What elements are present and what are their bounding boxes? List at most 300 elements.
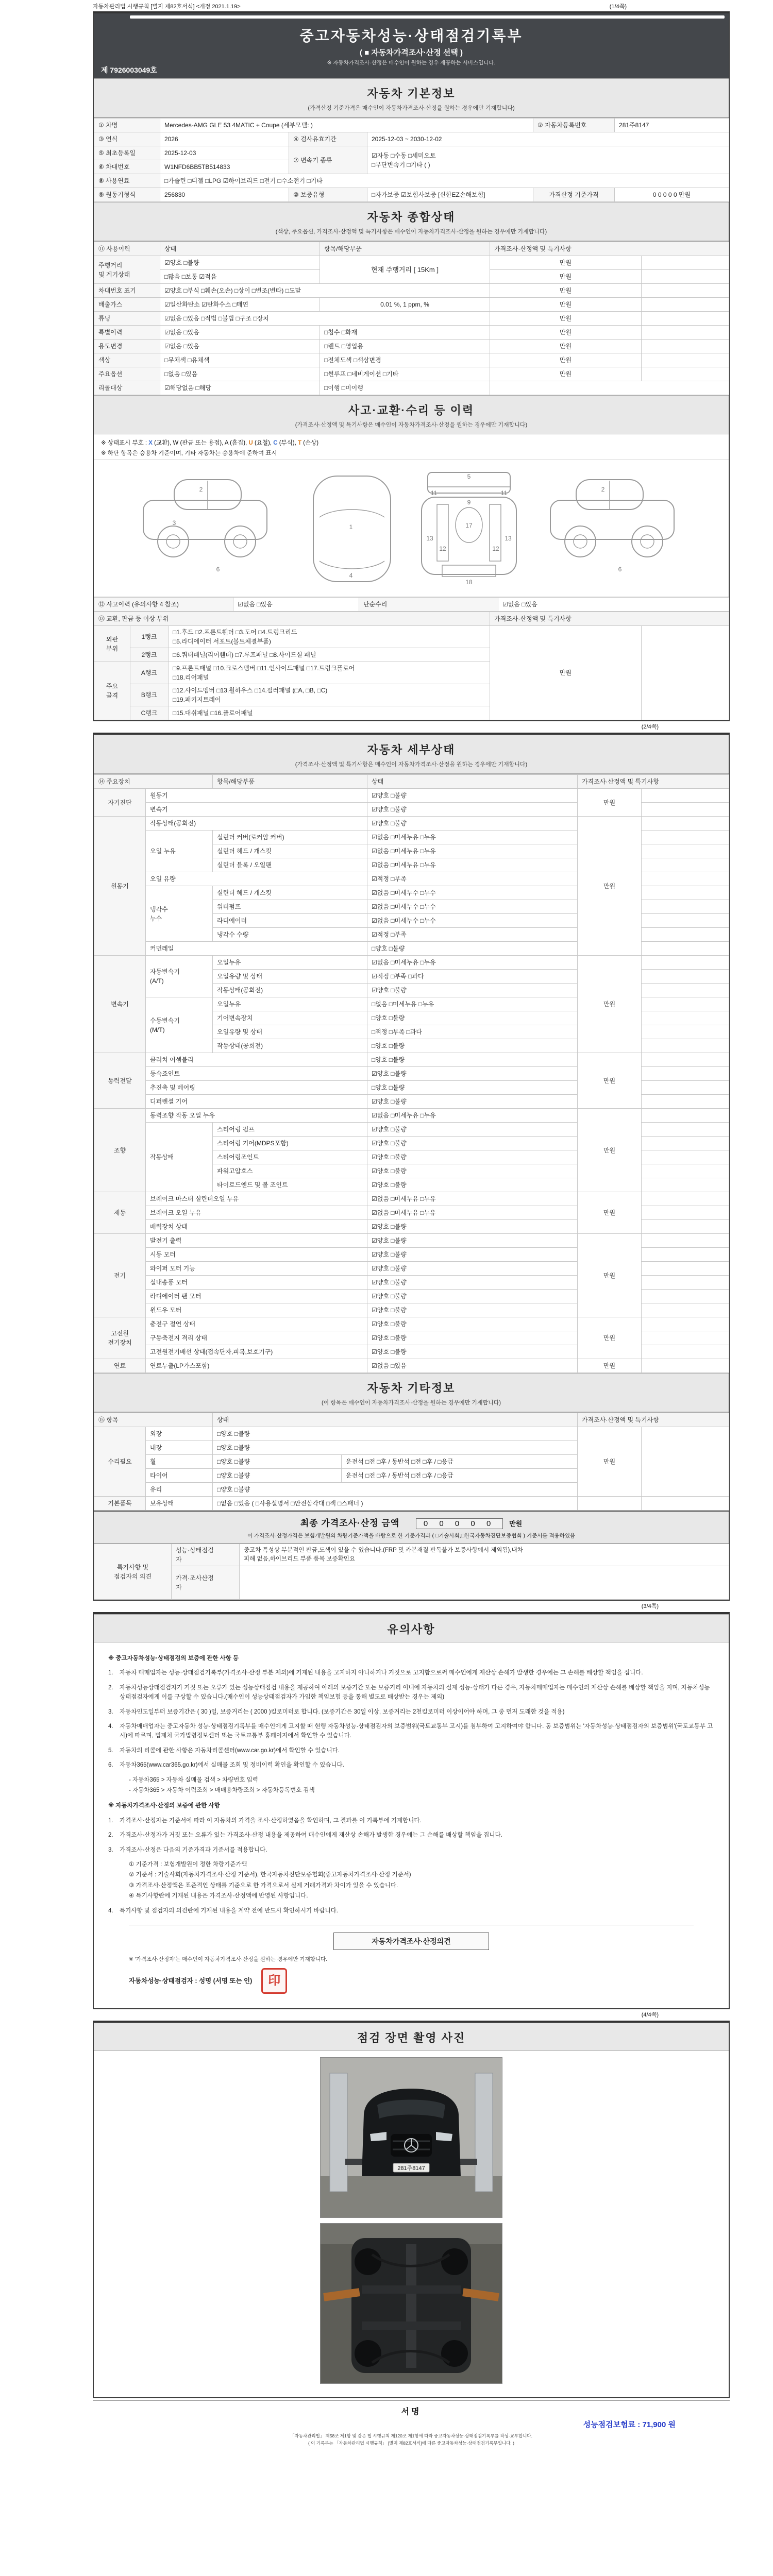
table-cell: 제동: [94, 1192, 146, 1234]
table-cell: 자동변속기 (A/T): [146, 956, 213, 997]
table-cell: [642, 1164, 729, 1178]
table-cell: 스티어링 펌프: [213, 1123, 367, 1137]
data-table: [94, 774, 729, 1373]
section-overall-note: (색상, 주요옵션, 가격조사·산정액 및 특기사항은 매수인이 자동차가격조사·산정을 원하는 경우에만 기재합니다): [275, 229, 547, 235]
table-cell: ☑적정 □부족: [367, 928, 578, 942]
table-cell: 0.01 %, 1 ppm, %: [320, 298, 490, 312]
section-photos-header: [94, 2023, 729, 2051]
table-cell: ① 차명: [94, 118, 160, 132]
table-cell: 배출가스: [94, 298, 160, 312]
table-cell: ☑적정 □부족: [367, 872, 578, 886]
table-cell: 보유상태: [146, 1497, 213, 1511]
table-cell: 중고차 특성상 부분적인 판금,도색이 있을 수 있습니다.(FRP 및 카본재질 판독불가 보증사항에서 제외됨),내차 피해 없음,하이브리드 부품 품목 보증확인요: [240, 1544, 729, 1566]
table-cell: □6.쿼터패널(리어휀더) □7.루프패널 □8.사이드실 패널: [169, 648, 490, 662]
table-cell: [642, 789, 729, 803]
table-cell: ☑양호 □불량: [367, 1123, 578, 1137]
notice-list-1: [108, 1668, 714, 1795]
table-cell: [642, 1234, 729, 1248]
table-cell: 상태: [160, 242, 320, 256]
table-cell: □양호 □불량: [213, 1455, 342, 1469]
notice-item: 1. 가격조사·산정자는 기준서에 따라 이 자동차의 가격을 조사·산정하였음을 확인하며, 그 결과를 이 기록부에 기재합니다.: [108, 1816, 714, 1825]
data-table: [94, 597, 729, 612]
table-cell: 운전석 □전 □후 / 동반석 □전 □후 / □응급: [342, 1469, 578, 1483]
table-cell: [642, 1290, 729, 1303]
table-cell: [642, 817, 729, 831]
table-cell: 특별이력: [94, 326, 160, 340]
table-cell: ⑭ 주요장치: [94, 775, 213, 789]
document-subtitle: ( ■ 자동차가격조사·산정 선택 ): [359, 48, 463, 57]
notice-item-number: 4.: [108, 1723, 113, 1730]
table-cell: 만원: [578, 1317, 642, 1359]
table-cell: 만원: [578, 1234, 642, 1317]
section-detail-note: (가격조사·산정액 및 특기사항은 매수인이 자동차가격조사·산정을 원하는 경우에만 기재합니다): [295, 761, 528, 768]
overall-state-table: [94, 241, 729, 395]
table-cell: [642, 1359, 729, 1373]
legend-code: U: [248, 440, 253, 446]
table-cell: 스티어링 기어(MDPS포함): [213, 1137, 367, 1150]
table-cell: ☑양호 □부식 □훼손(오손) □상이 □변조(변타) □도말: [160, 284, 490, 298]
table-cell: 기어변속장치: [213, 1011, 367, 1025]
table-cell: □양호 □불량: [367, 1039, 578, 1053]
document-header: [94, 13, 729, 78]
fine-print-line-1: 「자동차관리법」 제58조 제1항 및 같은 법 시행규칙 제120조 제1항에 따라 중고자동차성능·상태점검기록부를 작성·교부합니다.: [290, 2433, 532, 2439]
notice-item-number: 3.: [108, 1846, 113, 1853]
table-cell: 와이퍼 모터 기능: [146, 1262, 367, 1276]
table-cell: [642, 1303, 729, 1317]
table-cell: [642, 872, 729, 886]
diagram-number: 11: [500, 489, 508, 497]
table-cell: □전체도색 □색상변경: [320, 353, 490, 367]
data-table: [94, 1544, 729, 1600]
table-cell: [642, 353, 729, 367]
table-cell: ☑없음 □있음: [160, 326, 320, 340]
final-price-band: [94, 1511, 729, 1544]
table-cell: 만원: [490, 340, 642, 353]
table-cell: ☑없음 □미세누유 □누유: [367, 844, 578, 858]
table-cell: 실린더 헤드 / 개스킷: [213, 886, 367, 900]
table-cell: 용도변경: [94, 340, 160, 353]
table-cell: 256830: [160, 188, 289, 202]
table-cell: 만원: [490, 256, 642, 270]
section-etc-note: (이 항목은 매수인이 자동차가격조사·산정을 원하는 경우에만 기재합니다): [321, 1400, 501, 1406]
table-cell: [642, 1150, 729, 1164]
table-cell: 만원: [490, 298, 642, 312]
section-photos-title: 점검 장면 촬영 사진: [357, 2031, 466, 2045]
legend-code: X: [148, 440, 153, 446]
page-marker-4: (4/4쪽): [641, 2012, 659, 2019]
notice-item-number: 5.: [108, 1747, 113, 1754]
table-cell: W1NFD6BB5TB514833: [160, 160, 289, 174]
table-cell: [642, 970, 729, 984]
confirm-sign-line: 자동차성능·상태점검자 : 성명 (서명 또는 인): [129, 1977, 253, 1985]
inspection-photo-underbody: [320, 2223, 502, 2384]
table-cell: □썬루프 □네비게이션 □기타: [320, 367, 490, 381]
table-cell: 만원: [578, 789, 642, 817]
section-accident-header: [94, 395, 729, 434]
car-side-right-view: [550, 480, 674, 557]
table-cell: 라디에이터: [213, 914, 367, 928]
table-cell: 원동기: [94, 817, 146, 956]
table-cell: 고전원 전기장치: [94, 1317, 146, 1359]
table-cell: [642, 1109, 729, 1123]
table-cell: ☑양호 □불량: [367, 1095, 578, 1109]
table-cell: ☑양호 □불량: [367, 1220, 578, 1234]
notice-item-number: 2.: [108, 1832, 113, 1839]
diagram-number: 2: [601, 486, 605, 494]
table-cell: 윈도우 모터: [146, 1303, 367, 1317]
table-cell: 1랭크: [130, 626, 169, 648]
final-price-note: 이 가격조사·산정가격은 보험개발원의 차량기준가액을 바탕으로 한 기준가격과 ( □기술사회,□한국자동차진단보증협회 ) 기준서를 적용하였음: [247, 1533, 576, 1539]
table-cell: [240, 1566, 729, 1600]
table-cell: □무채색 □유채색: [160, 353, 320, 367]
table-cell: [642, 886, 729, 900]
table-cell: 디퍼렌셜 기어: [146, 1095, 367, 1109]
table-cell: [642, 1137, 729, 1150]
confirm-sign-row: [129, 1968, 694, 1994]
table-cell: 2025-12-03 ~ 2030-12-02: [367, 132, 729, 146]
table-cell: 휠: [146, 1455, 213, 1469]
table-cell: □15.대쉬패널 □16.플로어패널: [169, 706, 490, 720]
table-cell: [642, 1497, 729, 1511]
table-cell: [642, 1427, 729, 1497]
section-basic-note: (가격산정 기준가격은 매수인이 자동차가격조사·산정을 원하는 경우에만 기재합니다): [308, 105, 515, 111]
table-cell: [642, 256, 729, 270]
table-cell: 연료누출(LP가스포함): [146, 1359, 367, 1373]
table-cell: [642, 831, 729, 844]
table-cell: 만원: [578, 1192, 642, 1234]
notice-item-number: 1.: [108, 1817, 113, 1824]
table-cell: □양호 □불량: [367, 942, 578, 956]
table-cell: 원동기: [146, 789, 367, 803]
table-cell: [578, 1497, 642, 1511]
table-cell: 2랭크: [130, 648, 169, 662]
table-cell: ☑없음 □있음: [367, 1359, 578, 1373]
etc-info-table: [94, 1412, 729, 1511]
report-box-1: [93, 11, 730, 721]
table-cell: ☑양호 □불량: [367, 1164, 578, 1178]
table-cell: 클러치 어셈블리: [146, 1053, 367, 1067]
table-cell: 조향: [94, 1109, 146, 1192]
table-cell: [642, 1220, 729, 1234]
data-table: [94, 1413, 729, 1511]
table-cell: [642, 803, 729, 817]
data-table: [94, 612, 729, 720]
diagram-number: 1: [349, 523, 353, 531]
detail-state-table: [94, 774, 729, 1373]
panel-rank-table: [94, 612, 729, 720]
table-cell: 외장: [146, 1427, 213, 1441]
table-cell: 오일누유: [213, 997, 367, 1011]
table-cell: 커먼레일: [146, 942, 367, 956]
table-cell: 만원: [490, 312, 642, 326]
table-cell: ☑없음 □미세누수 □누수: [367, 900, 578, 914]
table-cell: 가격조사·산정액 및 특기사항: [578, 1413, 729, 1427]
car-diagram-svg: [112, 463, 710, 592]
diagram-number: 9: [467, 499, 471, 506]
table-cell: ☑없음 □미세누수 □누수: [367, 886, 578, 900]
notice-item: 6. 자동차365(www.car365.go.kr)에서 실매물 조회 및 정비이력 확인을 확인할 수 있습니다.: [108, 1760, 714, 1770]
table-cell: 운전석 □전 □후 / 동반석 □전 □후 / □응급: [342, 1455, 578, 1469]
table-cell: ☑없음 □있음: [498, 598, 729, 612]
table-cell: 0 0 0 0 0 만원: [615, 188, 729, 202]
table-cell: 리콜대상: [94, 381, 160, 395]
section-overall-header: [94, 202, 729, 241]
table-cell: ⑮ 항목: [94, 1413, 213, 1427]
notice-sub-item: ② 기준서 : 기술사회(자동차가격조사·산정 기준서), 한국자동차진단보증협회(중고자동차가격조사·산정 기준서): [129, 1872, 411, 1878]
table-cell: 오일누유: [213, 956, 367, 970]
table-cell: 타이어: [146, 1469, 213, 1483]
table-cell: 항목/해당부품: [213, 775, 367, 789]
table-cell: □이행 □미이행: [320, 381, 490, 395]
table-cell: 현재 주행거리 [ 15Km ]: [320, 256, 490, 284]
table-cell: [642, 1123, 729, 1137]
table-cell: □자가보증 ☑보험사보증 [신한EZ손해보험]: [367, 188, 533, 202]
table-cell: □12.사이드멤버 □13.휠하우스 □14.필러패널 (□A, □B, □C) □19.패키지트레이: [169, 684, 490, 706]
table-cell: [642, 1248, 729, 1262]
table-cell: ☑양호 □불량: [367, 1150, 578, 1164]
table-cell: 만원: [578, 817, 642, 956]
section-notice-title: 유의사항: [387, 1623, 435, 1636]
section-etc-header: [94, 1373, 729, 1412]
table-cell: [642, 1262, 729, 1276]
notice-item: 3. 가격조사·산정은 다음의 기준가격과 기준서를 적용합니다.: [108, 1845, 714, 1855]
legend-code: C: [273, 440, 278, 446]
table-cell: [642, 1206, 729, 1220]
inspector-seal: 印: [261, 1968, 287, 1994]
confirm-block: [129, 1925, 694, 1994]
table-cell: 오일유량 및 상태: [213, 970, 367, 984]
table-cell: ☑해당없음 □해당: [160, 381, 320, 395]
table-cell: 등속죠인트: [146, 1067, 367, 1081]
diagram-number: 4: [349, 572, 353, 580]
table-cell: 외판 부위: [94, 626, 130, 662]
table-cell: 만원: [490, 284, 642, 298]
table-cell: [642, 1192, 729, 1206]
accident-history-row: [94, 597, 729, 612]
table-cell: □없음 □있음: [160, 367, 320, 381]
document-title: 중고자동차성능·상태점검기록부: [299, 28, 523, 44]
car-side-left-view: [143, 480, 267, 557]
notice-sub-item: - 자동차365 > 자동차 이력조회 > 매매용차량조회 > 자동차등록번호 검색: [129, 1787, 315, 1793]
table-cell: 타이로드엔드 및 볼 조인트: [213, 1178, 367, 1192]
table-cell: 배력장치 상태: [146, 1220, 367, 1234]
table-cell: 가격조사·산정액 및 특기사항: [490, 612, 729, 626]
table-cell: ☑양호 □불량: [367, 789, 578, 803]
section-overall-title: 자동차 종합상태: [367, 211, 456, 224]
table-cell: 상태: [213, 1413, 578, 1427]
document-note: ※ 자동차가격조사·산정은 매수인이 원하는 경우 제공하는 서비스입니다.: [327, 60, 496, 66]
notice-item: 4. 자동차매매업자는 중고자동차 성능·상태점검기록부를 매수인에게 고지할 때 현행 자동차성능·상태점검자의 보증범위(국토교통부 고시)를 첨부하여 고지하여야 합니다. 동 보증범위는 '자동차성능·상태점검자의 보증범위'(국토교통부 고시)에 따르며, 법제처 국가법령정보센터 또는 국토교통부 홈페이지에서 확인할 수 있습니다.: [108, 1722, 714, 1741]
table-cell: 스티어링조인트: [213, 1150, 367, 1164]
table-cell: ☑없음 □미세누유 □누유: [367, 1206, 578, 1220]
opinion-table: [94, 1544, 729, 1600]
confirm-box-title: 자동차가격조사·산정의견: [333, 1933, 489, 1950]
table-cell: 수동변속기 (M/T): [146, 997, 213, 1053]
table-cell: ⑫ 사고이력 (유의사항 4 참조): [94, 598, 233, 612]
notice-item: 4. 특기사항 및 점검자의 의견란에 기재된 내용을 계약 전에 반드시 확인하시기 바랍니다.: [108, 1906, 714, 1916]
notice-sub-item: - 자동차365 > 자동차 실매물 검색 > 차량번호 입력: [129, 1776, 258, 1783]
table-cell: 오일 누유: [146, 831, 213, 872]
table-cell: ☑양호 □불량: [367, 1067, 578, 1081]
table-cell: ☑양호 □불량: [367, 1234, 578, 1248]
table-cell: [642, 1039, 729, 1053]
notice-item-number: 2.: [108, 1684, 113, 1691]
table-cell: 동력전달: [94, 1053, 146, 1109]
table-cell: 워터펌프: [213, 900, 367, 914]
table-cell: 만원: [578, 1359, 642, 1373]
table-cell: 만원: [578, 956, 642, 1053]
table-cell: [490, 381, 729, 395]
table-cell: 만원: [490, 626, 642, 720]
table-cell: A랭크: [130, 662, 169, 684]
table-cell: 만원: [490, 270, 642, 284]
table-cell: [642, 1011, 729, 1025]
table-cell: 냉각수 수량: [213, 928, 367, 942]
table-cell: 주요옵션: [94, 367, 160, 381]
table-cell: [642, 1178, 729, 1192]
table-cell: □적정 □부족 □과다: [367, 1025, 578, 1039]
diagram-number: 12: [492, 545, 499, 553]
table-cell: [642, 284, 729, 298]
legend-code: A: [224, 440, 228, 446]
table-cell: ☑없음 □있음: [160, 340, 320, 353]
table-cell: 발전기 출력: [146, 1234, 367, 1248]
confirm-note: ※ '가격조사·산정자'는 매수인이 자동차가격조사·산정을 원하는 경우에만 기재합니다.: [129, 1956, 328, 1963]
header-stripe: [130, 15, 725, 19]
table-cell: ☑양호 □불량: [367, 1345, 578, 1359]
table-cell: 내장: [146, 1441, 213, 1455]
table-cell: ☑양호 □불량: [367, 1303, 578, 1317]
notice-item-number: 3.: [108, 1708, 113, 1715]
final-price-row: [94, 1516, 729, 1529]
notice-item: 1. 자동차 매매업자는 성능·상태점검기록부(가격조사·산정 부분 제외)에 기재된 내용을 고지하지 아니하거나 거짓으로 고지함으로써 매수인에게 재산상 손해가 발생한 경우에는 그 손해를 배상할 책임을 집니다.: [108, 1668, 714, 1677]
data-table: [94, 242, 729, 395]
table-cell: 주요 골격: [94, 662, 130, 720]
table-cell: ☑양호 □불량: [367, 803, 578, 817]
table-cell: ⑧ 사용연료: [94, 174, 160, 188]
table-cell: 2026: [160, 132, 289, 146]
table-cell: 수리필요: [94, 1427, 146, 1497]
diagram-number: 17: [465, 522, 473, 530]
table-cell: [642, 900, 729, 914]
table-cell: ☑양호 □불량: [367, 1317, 578, 1331]
legend-code: W: [173, 440, 179, 446]
signature-label: 서명: [401, 2408, 422, 2417]
notice-item-number: 4.: [108, 1907, 113, 1914]
diagram-number: 12: [439, 545, 446, 553]
table-cell: ☑양호 □불량: [367, 1290, 578, 1303]
car-diagram: [94, 460, 729, 597]
notice-head-2: ※ 자동차가격조사·산정의 보증에 관한 사항: [108, 1803, 220, 1809]
table-cell: [642, 270, 729, 284]
table-cell: 항목/해당부품: [320, 242, 490, 256]
photo-body: [94, 2051, 729, 2397]
section-accident-title: 사고·교환·수리 등 이력: [348, 404, 475, 417]
fine-print-line-2: ( 이 기록부는 「자동차관리법 시행규칙」 [별지 제82호서식]에 따른 중고자동차성능·상태점검기록부입니다. ): [308, 2440, 514, 2446]
diagram-number: 6: [216, 566, 220, 573]
table-cell: 변속기: [94, 956, 146, 1053]
table-cell: 튜닝: [94, 312, 160, 326]
table-cell: 특기사항 및 점검자의 의견: [94, 1544, 172, 1600]
table-cell: ☑일산화탄소 ☑탄화수소 □매연: [160, 298, 320, 312]
notice-item: 5. 자동차의 리콜에 관한 사항은 자동차리콜센터(www.car.go.kr)에서 확인할 수 있습니다.: [108, 1746, 714, 1755]
table-cell: ② 자동차등록번호: [533, 118, 615, 132]
table-cell: ⑦ 변속기 종류: [289, 146, 367, 174]
table-cell: [642, 956, 729, 970]
table-cell: 고전원전기배선 상태(접속단자,피복,보호기구): [146, 1345, 367, 1359]
table-cell: 만원: [490, 326, 642, 340]
table-cell: □양호 □불량: [213, 1427, 578, 1441]
table-cell: 가격조사·산정액 및 특기사항: [490, 242, 729, 256]
table-cell: [642, 340, 729, 353]
table-cell: 만원: [578, 1427, 642, 1497]
diagram-number: 3: [172, 519, 176, 527]
table-cell: [642, 312, 729, 326]
table-cell: □없음 □있음 ( □사용설명서 □안전삼각대 □잭 □스패너 ): [213, 1497, 578, 1511]
table-cell: ☑양호 □불량: [367, 1248, 578, 1262]
table-cell: 작동상태(공회전): [146, 817, 367, 831]
notice-list-2: [108, 1816, 714, 1916]
notice-item: 2. 가격조사·산정자가 거짓 또는 오류가 있는 가격조사·산정 내용을 제공하여 매수인에게 재산상 손해가 발생한 경우에는 그 손해를 배상할 책임을 집니다.: [108, 1831, 714, 1840]
diagram-number: 13: [426, 535, 433, 543]
table-cell: ☑양호 □불량: [367, 1276, 578, 1290]
table-cell: [642, 326, 729, 340]
table-cell: □양호 □불량: [213, 1483, 578, 1497]
table-cell: ⑨ 원동기형식: [94, 188, 160, 202]
data-table: [94, 118, 729, 202]
diagram-number: 5: [467, 473, 471, 481]
table-cell: 동력조향 작동 오일 누유: [146, 1109, 367, 1123]
table-cell: ☑없음 □미세누유 □누유: [367, 858, 578, 872]
legend-line-1: ※ 상태표시 부호 : X (교환), W (판금 또는 용접), A (흠집), U (요철), C (부식), T (손상): [101, 440, 319, 446]
table-cell: [642, 1095, 729, 1109]
table-cell: ⑥ 차대번호: [94, 160, 160, 174]
notice-sub-item: ③ 가격조사·산정액은 표준적인 상태를 기준으로 한 가격으로서 실제 거래가격과 차이가 있을 수 있습니다.: [129, 1882, 398, 1889]
table-cell: [642, 367, 729, 381]
notice-item: 2. 자동차성능상태점검자가 거짓 또는 오류가 있는 성능상태점검 내용을 제공하여 아래의 보증기간 또는 보증거리 이내에 자동차의 실제 성능·상태가 다른 경우, 자동차매매업자는 매수인의 재산상 손해를 배상할 책임을 지며, 자동차성능상태점검자에게 이를 구상할 수 있습니다.(매수인이 성능상태점검자가 가입한 책임보험 등을 통해 별도로 배상받는 경우는 제외): [108, 1683, 714, 1702]
table-cell: [642, 844, 729, 858]
final-price-amount: 0 0 0 0 0: [416, 1518, 503, 1529]
table-cell: ☑없음 □미세누수 □누수: [367, 914, 578, 928]
section-basic-title: 자동차 기본정보: [367, 87, 456, 100]
table-cell: ☑없음 □미세누유 □누유: [367, 1109, 578, 1123]
table-cell: 자기진단: [94, 789, 146, 817]
table-cell: 작동상태(공회전): [213, 1039, 367, 1053]
table-cell: 가격산정 기준가격: [533, 188, 615, 202]
table-cell: [642, 298, 729, 312]
table-cell: □침수 □화재: [320, 326, 490, 340]
notice-item: 3. 자동차인도일부터 보증기간은 ( 30 )일, 보증거리는 ( 2000 )킬로미터로 합니다. (보증기간은 30일 이상, 보증거리는 2천킬로미터 이상이어야 하며, 그 중 먼저 도래한 것을 적용): [108, 1707, 714, 1717]
table-cell: 브레이크 오일 누유: [146, 1206, 367, 1220]
document-number: 제 7926003049호: [101, 66, 157, 74]
table-cell: [642, 626, 729, 720]
table-cell: 브레이크 마스터 실린더오일 누유: [146, 1192, 367, 1206]
inspection-photo-front: [320, 2057, 502, 2218]
table-cell: 충전구 절연 상태: [146, 1317, 367, 1331]
table-cell: ☑양호 □불량: [367, 1262, 578, 1276]
table-cell: 냉각수 누수: [146, 886, 213, 942]
table-cell: □많음 □보통 ☑적음: [160, 270, 320, 284]
regulation-text: 자동차관리법 시행규칙 [별지 제82호서식] <개정 2021.1.19>: [93, 4, 241, 10]
table-cell: 만원: [490, 353, 642, 367]
table-cell: ☑양호 □불량: [367, 1331, 578, 1345]
table-cell: 실린더 커버(로커암 커버): [213, 831, 367, 844]
legend-code: T: [298, 440, 302, 446]
table-cell: □가솔린 □디젤 □LPG ☑하이브리드 □전기 □수소전기 □기타: [160, 174, 729, 188]
table-cell: 가격조사·산정액 및 특기사항: [578, 775, 729, 789]
notice-box: [93, 1612, 730, 2009]
top-meta: [93, 0, 730, 10]
